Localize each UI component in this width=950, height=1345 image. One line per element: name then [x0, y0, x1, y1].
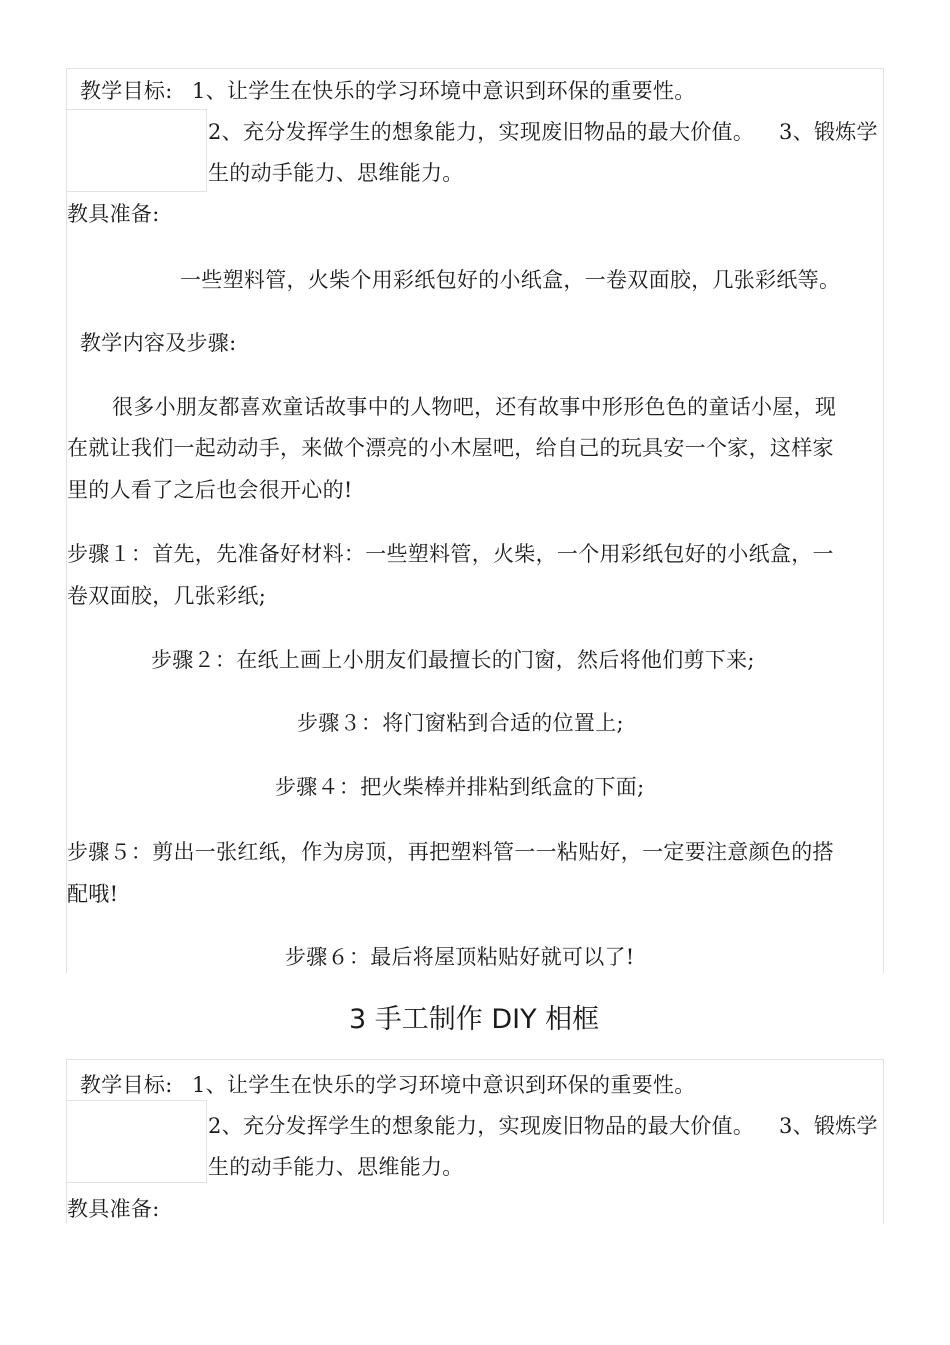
- step-1-line-1: 步骤１：首先，先准备好材料：一些塑料管，火柴，一个用彩纸包好的小纸盒，一: [67, 542, 834, 566]
- goals-label: 教学目标:: [80, 79, 173, 103]
- goal-3-part-b: 生的动手能力、思维能力。: [208, 161, 464, 185]
- goal-2-cell-right: [206, 1100, 207, 1183]
- intro-line-1: 很多小朋友都喜欢童话故事中的人物吧，还有故事中形形色色的童话小屋，现: [112, 395, 837, 419]
- goal-2-2: 2、充分发挥学生的想象能力，实现废旧物品的最大价值。: [208, 1114, 755, 1138]
- step-1-line-2: 卷双面胶，几张彩纸;: [67, 584, 267, 608]
- goal-1-2: 1、让学生在快乐的学习环境中意识到环保的重要性。: [192, 1073, 696, 1097]
- table-2-border-right: [883, 1059, 884, 1224]
- table-border-top: [66, 68, 884, 69]
- prep-label: 教具准备:: [67, 202, 160, 226]
- goal-3-part-a-2: 3、锻炼学: [779, 1114, 878, 1138]
- goal-3-part-a: 3、锻炼学: [779, 120, 878, 144]
- goal-2-cell-bottom: [66, 1182, 207, 1183]
- table-border-right: [883, 68, 884, 973]
- intro-line-2: 在就让我们一起动动手，来做个漂亮的小木屋吧，给自己的玩具安一个家，这样家: [67, 436, 834, 460]
- goal-cell-right: [206, 109, 207, 192]
- content-label: 教学内容及步骤:: [80, 331, 237, 355]
- goal-3-part-b-2: 生的动手能力、思维能力。: [208, 1155, 464, 1179]
- step-5-line-2: 配哦!: [67, 882, 119, 906]
- step-5-line-1: 步骤５：剪出一张红纸，作为房顶，再把塑料管一一粘贴好，一定要注意颜色的搭: [67, 840, 834, 864]
- goals-label-2: 教学目标:: [80, 1073, 173, 1097]
- step-6: 步骤６：最后将屋顶粘贴好就可以了!: [285, 945, 635, 969]
- table-2-border-top: [66, 1059, 884, 1060]
- step-4: 步骤４：把火柴棒并排粘到纸盒的下面;: [275, 775, 645, 799]
- prep-text: 一些塑料管，火柴个用彩纸包好的小纸盒，一卷双面胶，几张彩纸等。: [180, 268, 841, 292]
- step-3: 步骤３：将门窗粘到合适的位置上;: [297, 711, 624, 735]
- intro-line-3: 里的人看了之后也会很开心的!: [67, 478, 353, 502]
- goal-cell-top: [66, 109, 207, 110]
- prep-label-2: 教具准备:: [67, 1197, 160, 1221]
- section-title: 3 手工制作 DIY 相框: [349, 1004, 600, 1035]
- goal-1: 1、让学生在快乐的学习环境中意识到环保的重要性。: [192, 79, 696, 103]
- goal-2-cell-top: [66, 1100, 207, 1101]
- step-2: 步骤２：在纸上画上小朋友们最擅长的门窗，然后将他们剪下来;: [151, 648, 755, 672]
- goal-2: 2、充分发挥学生的想象能力，实现废旧物品的最大价值。: [208, 120, 755, 144]
- goal-cell-bottom: [66, 191, 207, 192]
